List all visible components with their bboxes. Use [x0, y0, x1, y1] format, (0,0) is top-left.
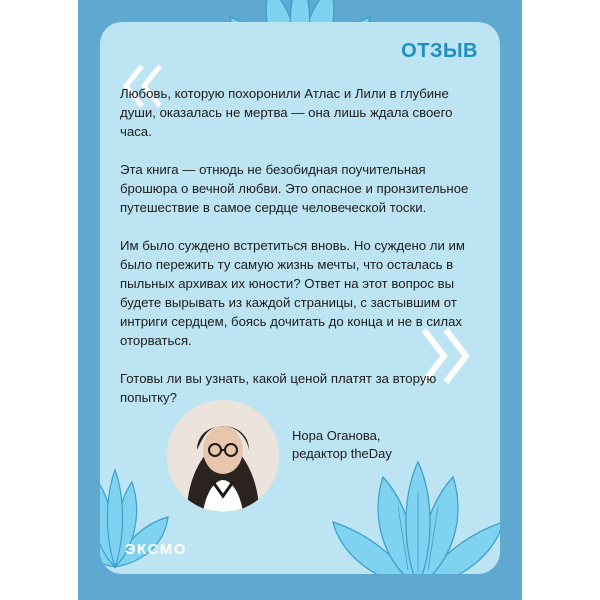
review-paragraph: Готовы ли вы узнать, какой ценой платят за вторую попытку? — [120, 371, 437, 405]
publisher-logo: ЭКСМО — [125, 541, 187, 558]
author-avatar — [167, 400, 279, 512]
lotus-bottom-right-decoration — [328, 452, 500, 574]
review-paragraph: Им было суждено встретиться вновь. Но суждено ли им было пережить ту самую жизнь мечты, что осталась в пыльных архивах их юности? Ответ на этот вопрос вы будете вырывать из каждой страницы, с застывшим от интриги сердцем, боясь дочитать до конца и не в силах оторваться. — [120, 238, 465, 348]
author-role: редактор theDay — [292, 446, 392, 461]
review-card — [100, 22, 500, 574]
author-name: Нора Оганова, — [292, 428, 381, 443]
review-text — [120, 84, 480, 426]
review-label: ОТЗЫВ — [401, 40, 478, 62]
review-paragraph: Любовь, которую похоронили Атлас и Лили в глубине души, оказалась не мертва — она лишь ждала своего часа. — [120, 86, 453, 139]
review-paragraph: Эта книга — отнюдь не безобидная поучительная брошюра о вечной любви. Это опасное и пронзительное путешествие в самое сердце человеческой тоски. — [120, 162, 469, 215]
